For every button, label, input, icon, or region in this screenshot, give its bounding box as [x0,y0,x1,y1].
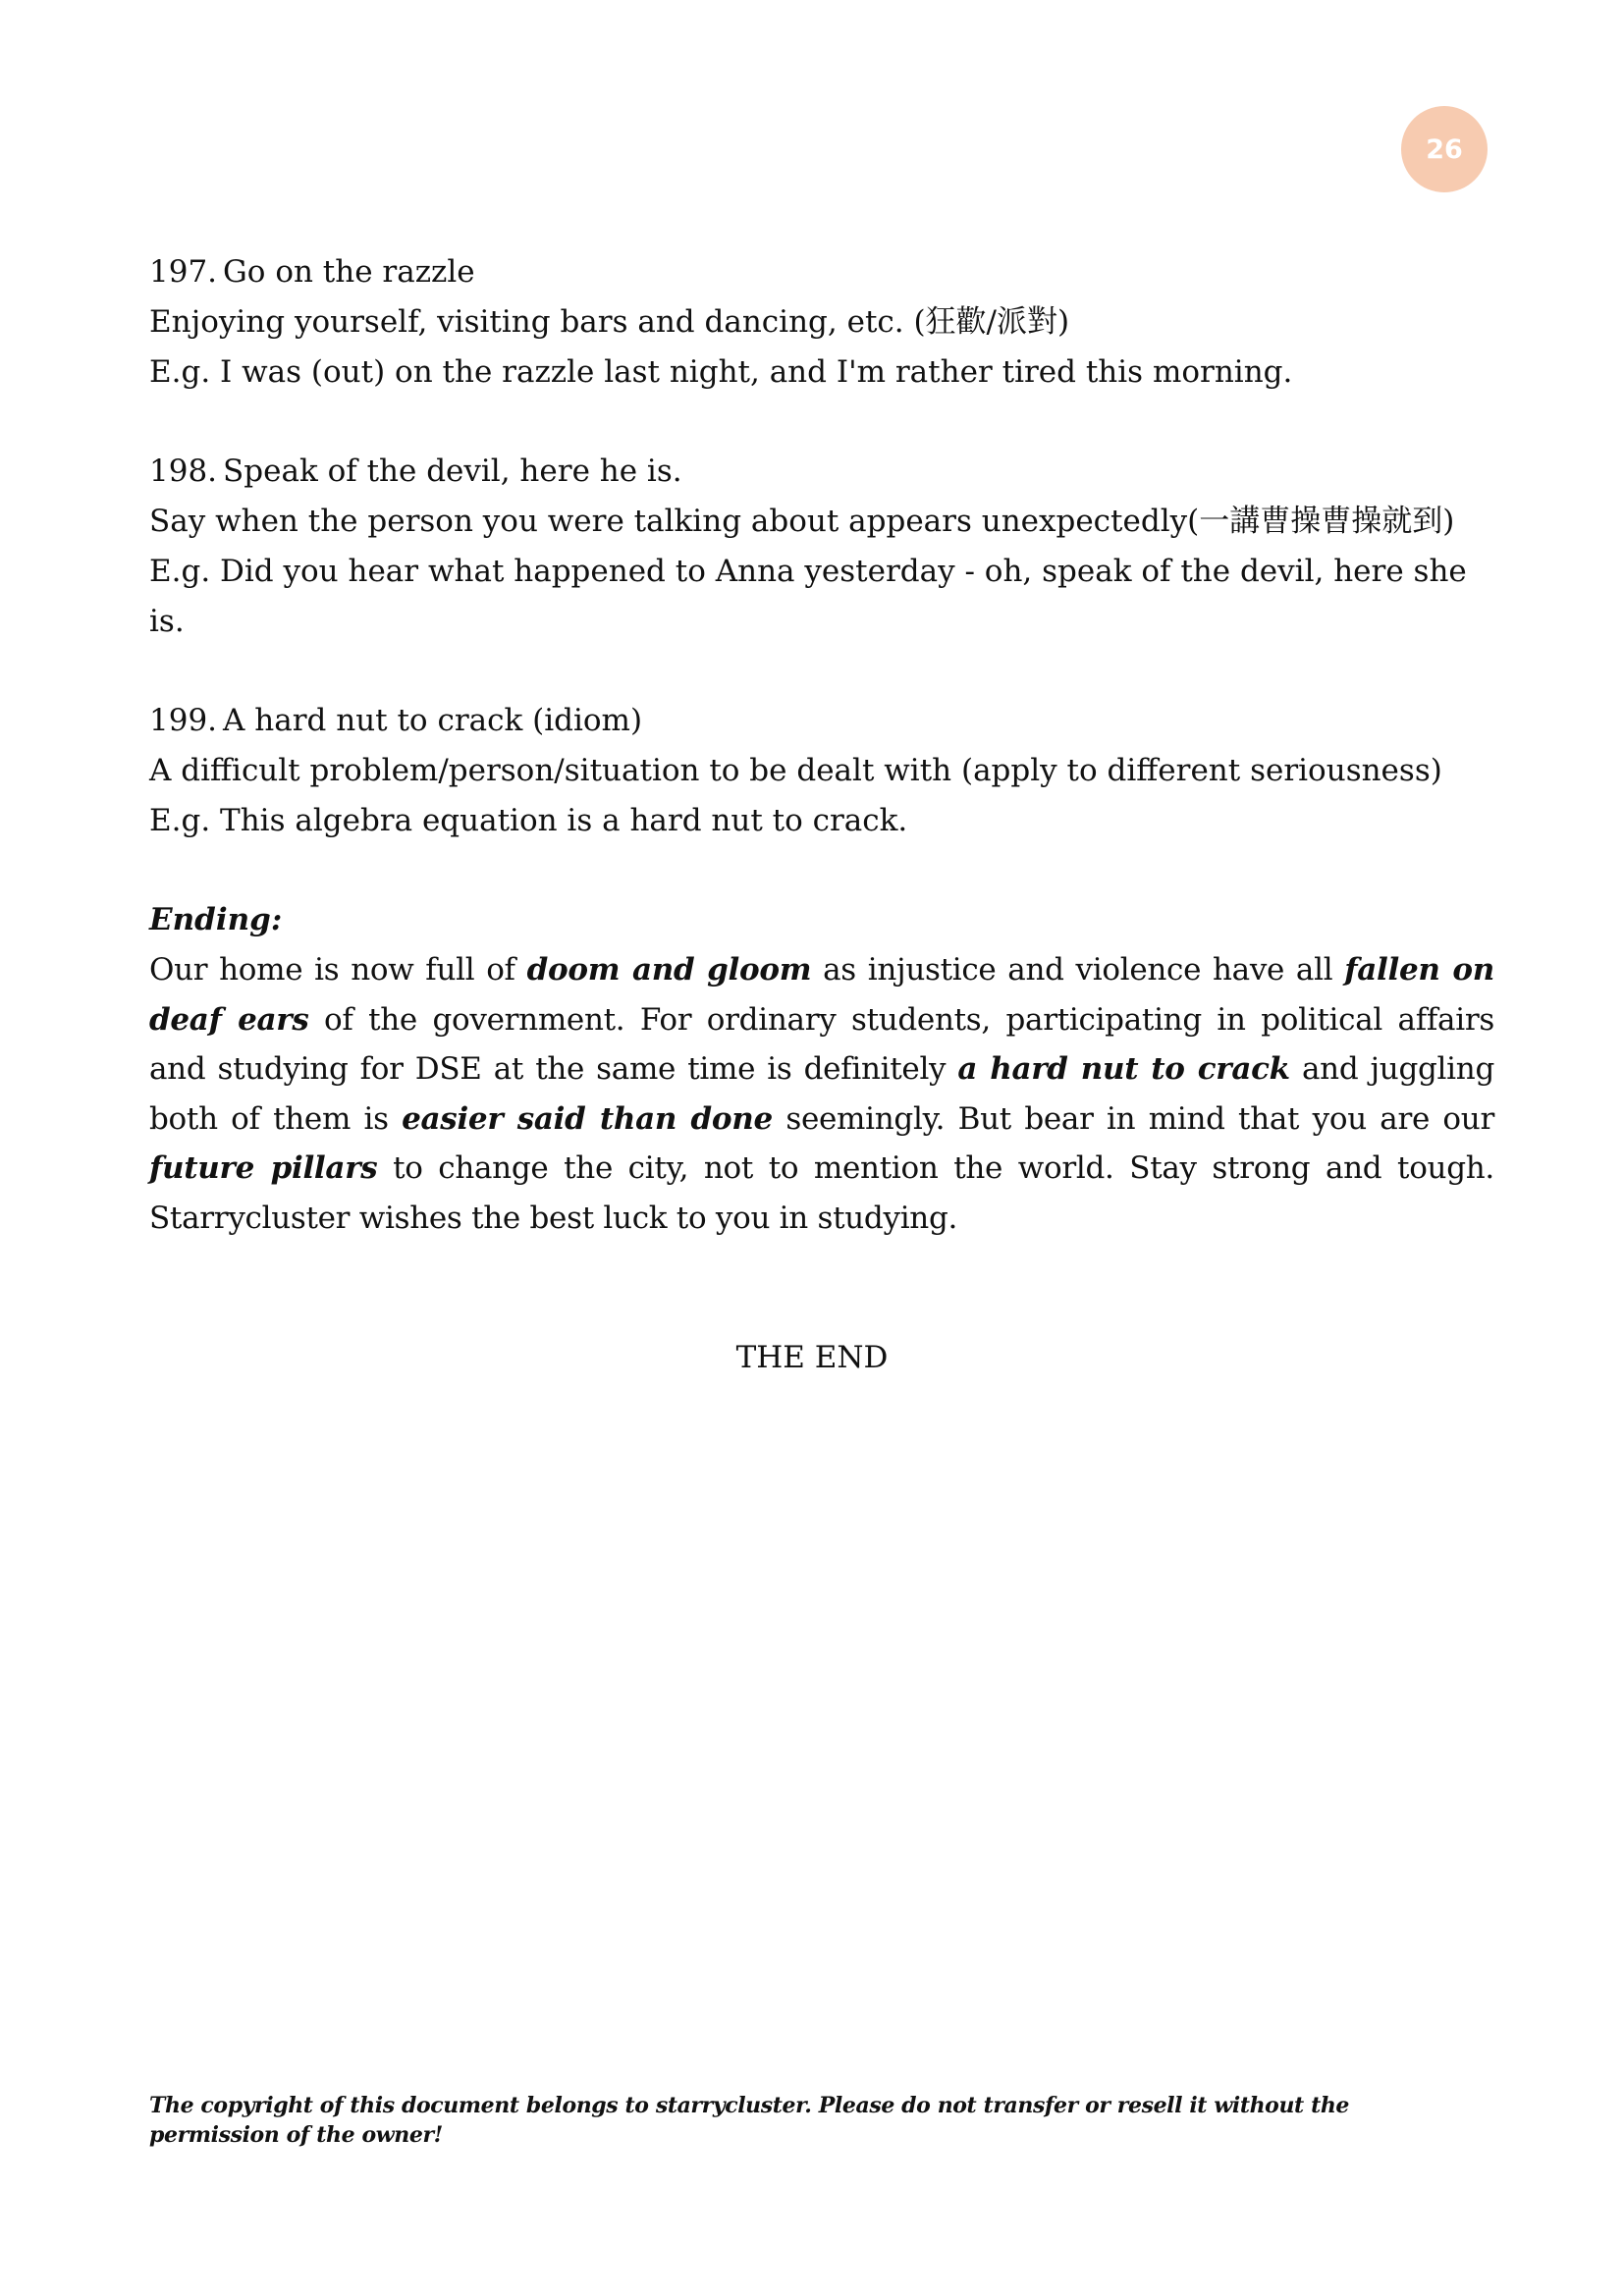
ending-highlight: a hard nut to crack [957,1051,1290,1087]
entry-term-text: Go on the razzle [223,254,475,290]
idiom-entry-197 [149,247,1494,398]
ending-highlight: fallen on deaf ears [149,952,1495,1038]
idiom-entry-199 [149,696,1494,846]
ending-highlight: doom and gloom [526,952,812,988]
ending-text: to change the city, not to mention the world. Stay strong and tough. Starrycluster wishes the best luck to you in studying. [149,1150,1494,1236]
ending-text: seemingly. But bear in mind that you are our [772,1100,1494,1137]
entry-number: 197. [149,254,218,290]
entry-term [149,447,1494,497]
ending-text: of the government. For ordinary students, participating in political affairs and studying for DSE at the same time is definitely [149,1001,1494,1087]
ending-section [149,895,1494,1243]
ending-highlight: future pillars [149,1150,378,1186]
entry-number: 198. [149,454,218,489]
entry-definition: A difficult problem/person/situation to be dealt with (apply to different seriousness) [149,753,1442,788]
entry-term-text: Speak of the devil, here he is. [223,454,682,489]
entry-number: 199. [149,703,218,738]
ending-text: Our home is now full of [149,952,527,988]
entry-example: E.g. This algebra equation is a hard nut to crack. [149,803,908,838]
page-number-badge: 26 [1401,106,1488,192]
copyright-notice: The copyright of this document belongs to starrycluster. Please do not transfer or resell it without the permission of the owner! [149,2093,1350,2148]
ending-text: and juggling both of them is [149,1051,1494,1137]
entry-example: E.g. I was (out) on the razzle last night, and I'm rather tired this morning. [149,354,1293,390]
main-content [149,247,1494,1243]
idiom-entry-198 [149,447,1494,647]
entry-term-text: A hard nut to crack (idiom) [223,703,643,738]
entry-definition: Enjoying yourself, visiting bars and dancing, etc. (狂歡/派對) [149,304,1070,340]
entry-definition: Say when the person you were talking about appears unexpectedly(一講曹操曹操就到) [149,504,1455,539]
ending-paragraph [149,945,1494,1243]
entry-term [149,247,1494,297]
ending-heading: Ending: [149,902,283,937]
ending-highlight: easier said than done [402,1100,773,1137]
ending-text: as injustice and violence have all [811,952,1345,988]
the-end-label: THE END [735,1340,889,1375]
entry-term [149,696,1494,746]
entry-example: E.g. Did you hear what happened to Anna yesterday - oh, speak of the devil, here she is. [149,554,1467,639]
